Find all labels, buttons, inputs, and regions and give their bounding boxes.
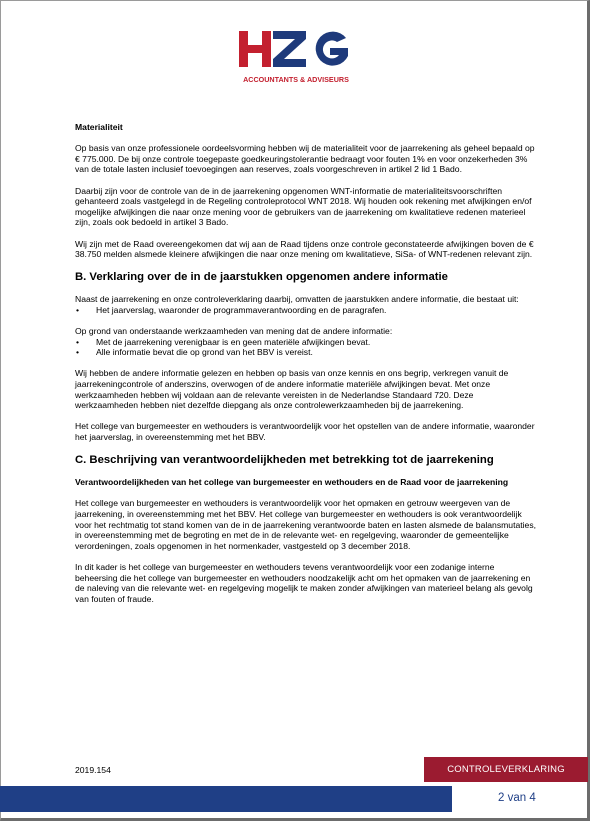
list-item: • Met de jaarrekening verenigbaar is en geen materiële afwijkingen bevat.	[75, 337, 537, 348]
section-c-paragraph-1: Het college van burgemeester en wethouders is verantwoordelijk voor het opmaken en getrouw weergeven van de jaarrekening, in overeenstemming met het BBV. Het college van burgemeester en wethouders is ook verantwoordelijk voor het rechtmatig tot stand komen van de in de jaarrekening verantwoorde baten en lasten alsmede de balansmutaties, in overeenstemming met de begroting en met de in de relevante wet- en regelgeving, waaronder de gemeentelijke verordeningen, zoals opgenomen in het normenkader, vastgesteld op 3 december 2018.	[75, 498, 536, 551]
document-body	[75, 122, 537, 615]
section-b-intro-2: Op grond van onderstaande werkzaamheden van mening dat de andere informatie:	[75, 326, 393, 337]
footer-bar	[0, 786, 452, 812]
materialiteit-paragraph-3: Wij zijn met de Raad overeengekomen dat wij aan de Raad tijdens onze controle geconstateerde afwijkingen boven de € 38.750 melden alsmede kleinere afwijkingen die naar onze mening om kwalitatieve, SiSa- of WNT-redenen relevant zijn.	[75, 238, 534, 260]
page-number: 2 van 4	[498, 792, 536, 804]
materialiteit-paragraph-1: Op basis van onze professionele oordeelsvorming hebben wij de materialiteit voor de jaarrekening als geheel bepaald op € 775.000. De bij onze controle toegepaste goedkeuringstolerantie bedraagt voor fouten 1% en voor onzekerheden 3% van de totale lasten inclusief toevoegingen aan reserves, zoals voorgeschreven in artikel 2 lid 1 Bado.	[75, 143, 535, 175]
section-b-intro: Naast de jaarrekening en onze controleverklaring daarbij, omvatten de jaarstukken andere informatie, die bestaat uit:	[75, 294, 519, 305]
section-b-heading: B. Verklaring over de in de jaarstukken opgenomen andere informatie	[75, 271, 448, 284]
section-b-paragraph-4: Het college van burgemeester en wethouders is verantwoordelijk voor het opstellen van de andere informatie, waaronder het jaarverslag, in overeenstemming met het BBV.	[75, 421, 535, 443]
materialiteit-paragraph-2: Daarbij zijn voor de controle van de in de jaarrekening opgenomen WNT-informatie de materialiteitsvoorschriften gehanteerd zoals vastgelegd in de Regeling controleprotocol WNT 2018. Wij houden ook rekening met afwijkingen en/of mogelijke afwijkingen die naar onze mening voor de gebruikers van de jaarrekening om kwalitatieve redenen materieel zijn, zoals ook bedoeld in artikel 3 Bado.	[75, 185, 532, 228]
logo-tagline: ACCOUNTANTS & ADVISEURS	[243, 75, 349, 84]
section-b-list-1	[75, 305, 537, 316]
footer-label: CONTROLEVERKLARING	[424, 757, 588, 782]
hzg-logo	[236, 28, 356, 88]
hzg-logo-mark	[236, 28, 356, 88]
section-c-subheading: Verantwoordelijkheden van het college van burgemeester en wethouders en de Raad voor de jaarrekening	[75, 477, 509, 488]
section-b-paragraph-3: Wij hebben de andere informatie gelezen en hebben op basis van onze kennis en ons begrip, verkregen vanuit de jaarrekeningcontrole of anderszins, overwogen of de andere informatie materiële afwijkingen bevat. Met onze werkzaamheden hebben wij voldaan aan de relevante vereisten in de Nederlandse Standaard 720. Deze werkzaamheden hebben niet dezelfde diepgang als onze controlewerkzaamheden bij de jaarrekening.	[75, 368, 509, 411]
list-item: • Het jaarverslag, waaronder de programmaverantwoording en de paragrafen.	[75, 305, 537, 316]
document-number: 2019.154	[75, 765, 111, 775]
section-c-heading: C. Beschrijving van verantwoordelijkheden met betrekking tot de jaarrekening	[75, 454, 494, 467]
materialiteit-heading: Materialiteit	[75, 122, 123, 132]
section-c-paragraph-2: In dit kader is het college van burgemeester en wethouders tevens verantwoordelijk voor een zodanige interne beheersing die het college van burgemeester en wethouders noodzakelijk acht om het opmaken van de jaarrekening en de naleving van die relevante wet- en regelgeving mogelijk te maken zonder afwijkingen van materieel belang als gevolg van fouten of fraude.	[75, 561, 533, 604]
section-b-list-2	[75, 337, 537, 358]
list-item: • Alle informatie bevat die op grond van het BBV is vereist.	[75, 347, 537, 358]
